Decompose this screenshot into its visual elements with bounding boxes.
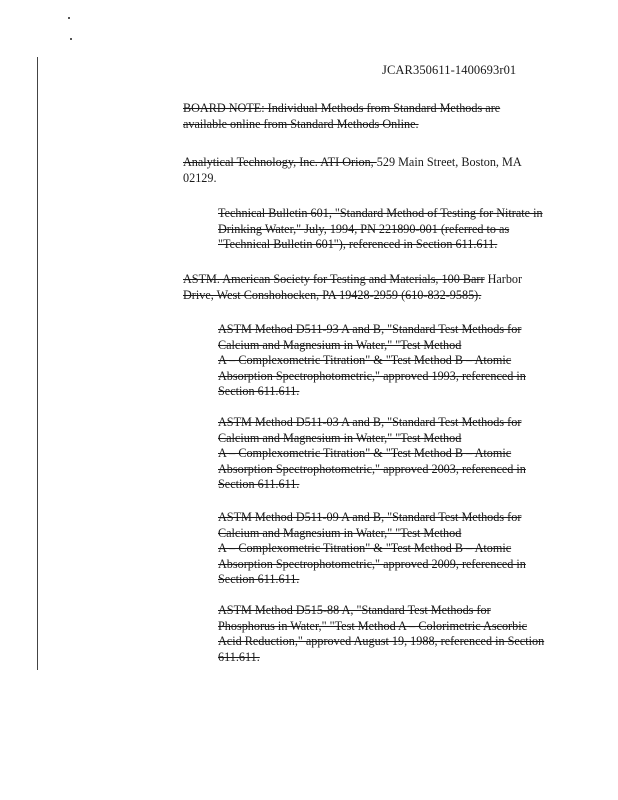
scan-speck xyxy=(70,38,72,40)
astm-organization-entry xyxy=(183,272,528,303)
astm-d511-93-entry xyxy=(218,322,548,400)
entry-line: Calcium and Magnesium in Water," "Test Method xyxy=(218,337,462,352)
entry-line: Absorption Spectrophotometric," approved 2009, referenced in xyxy=(218,556,526,571)
entry-line xyxy=(183,288,528,304)
entry-line: "Technical Bulletin 601"), referenced in Section 611.611. xyxy=(218,237,498,251)
analytical-technology-entry xyxy=(183,155,528,186)
entry-line: ASTM Method D511-09 A and B, "Standard Test Methods for xyxy=(218,510,522,524)
entry-line: Calcium and Magnesium in Water," "Test Method xyxy=(218,430,462,445)
entry-line: Section 611.611. xyxy=(218,572,300,586)
entry-line: Technical Bulletin 601, "Standard Method of Testing for Nitrate in xyxy=(218,206,543,220)
struck-text: Analytical Technology, Inc. ATI Orion, xyxy=(183,155,377,169)
astm-d511-03-entry xyxy=(218,415,548,493)
board-note-line: BOARD NOTE: Individual Methods from Standard Methods are xyxy=(183,101,501,115)
technical-bulletin-entry xyxy=(218,206,548,253)
entry-line: ASTM Method D515-88 A, "Standard Test Methods for xyxy=(218,603,491,617)
margin-revision-bar xyxy=(37,57,38,670)
entry-line: Absorption Spectrophotometric," approved 2003, referenced in xyxy=(218,461,526,476)
entry-line: ASTM Method D511-93 A and B, "Standard Test Methods for xyxy=(218,322,522,336)
entry-line: 02129. xyxy=(183,170,217,185)
entry-text: Harbor xyxy=(484,272,523,286)
scan-speck xyxy=(68,17,70,19)
entry-line: Acid Reduction," approved August 19, 1988, referenced in Section xyxy=(218,634,545,648)
entry-line xyxy=(183,272,528,288)
board-note xyxy=(183,101,528,132)
entry-line xyxy=(183,155,528,171)
entry-line: Section 611.611. xyxy=(218,384,300,398)
entry-line: Absorption Spectrophotometric," approved 1993, referenced in xyxy=(218,368,526,383)
astm-d511-09-entry xyxy=(218,510,548,588)
struck-text: (610-832-9585). xyxy=(401,287,482,302)
entry-line: ASTM Method D511-03 A and B, "Standard Test Methods for xyxy=(218,415,522,429)
board-note-line: available online from Standard Methods Online. xyxy=(183,116,419,131)
entry-line: A – Complexometric Titration" & "Test Method B – Atomic xyxy=(218,446,512,460)
document-id: JCAR350611-1400693r01 xyxy=(382,63,517,77)
address-text: 529 Main Street, Boston, MA xyxy=(376,155,522,169)
entry-line: A – Complexometric Titration" & "Test Method B – Atomic xyxy=(218,541,512,555)
struck-text: Drive, West Conshohocken, PA 19428-2959 xyxy=(183,287,402,302)
entry-line: Calcium and Magnesium in Water," "Test Method xyxy=(218,525,462,540)
entry-line: A – Complexometric Titration" & "Test Method B – Atomic xyxy=(218,353,512,367)
entry-line: Drinking Water," July, 1994, PN 221890-001 (referred to as xyxy=(218,221,510,236)
entry-line: 611.611. xyxy=(218,649,260,664)
astm-d515-88-entry xyxy=(218,603,548,665)
struck-text: ASTM. American Society for Testing and Materials, 100 Barr xyxy=(183,272,485,286)
entry-line: Section 611.611. xyxy=(218,477,300,491)
entry-line: Phosphorus in Water," "Test Method A – Colorimetric Ascorbic xyxy=(218,618,528,633)
